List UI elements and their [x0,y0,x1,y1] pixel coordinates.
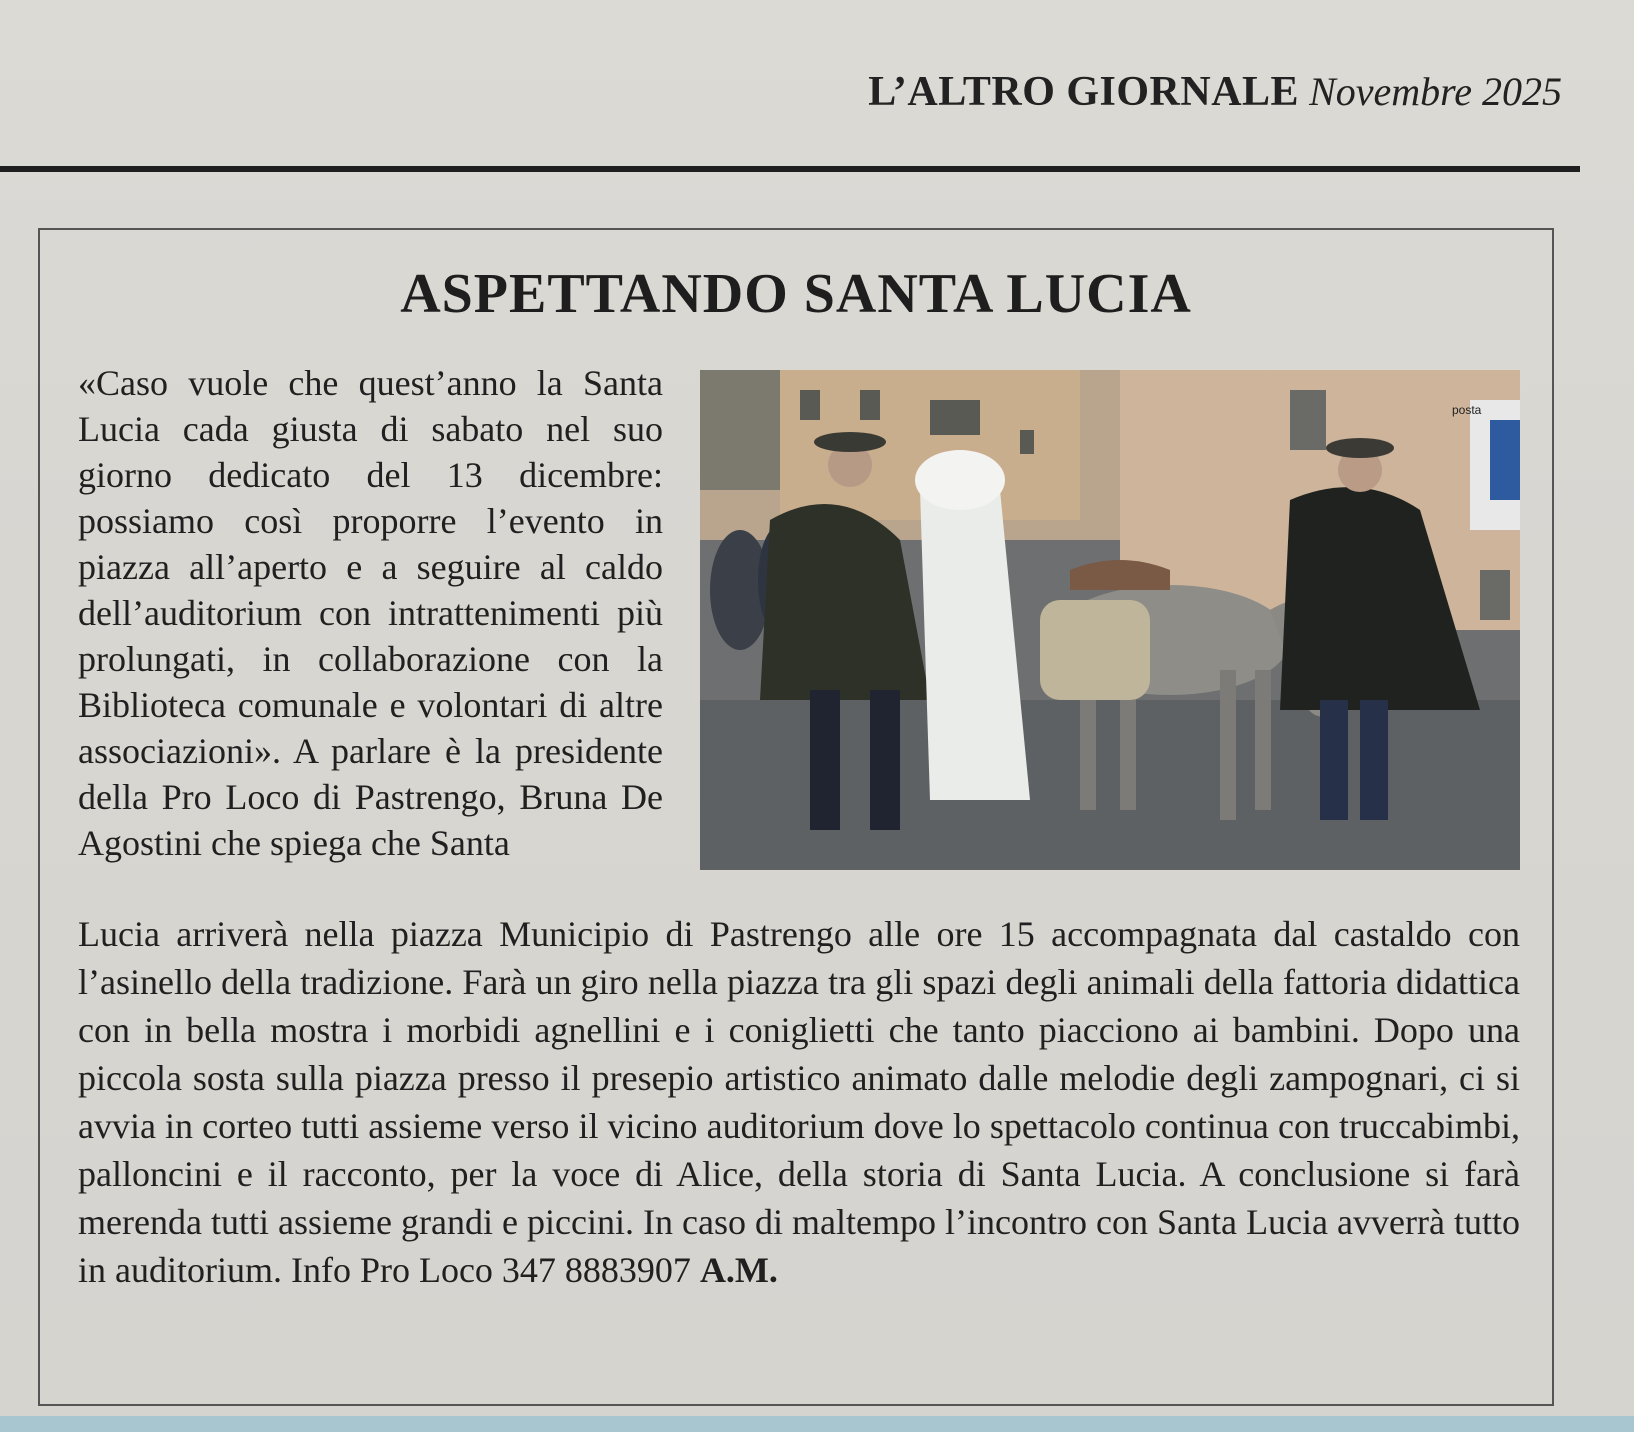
article-signature: A.M. [699,1250,778,1290]
article-frame [38,228,1554,1406]
article-body-text: Lucia arriverà nella piazza Municipio di Pastrengo alle ore 15 accompagnata dal castaldo con l’asinello della tradizione. Farà un giro nella piazza tra gli spazi degli animali della fattoria didattica con in bella mostra i morbidi agnellini e i coniglietti che tanto piacciono ai bambini. Dopo una piccola sosta sulla piazza presso il presepio artistico animato dalle melodie degli zampognari, ci si avvia in corteo tutti assieme verso il vicino auditorium dove lo spettacolo continua con truccabimbi, palloncini e il racconto, per la voce di Alice, della storia di Santa Lucia. A conclusione si farà merenda tutti assieme grandi e piccini. In caso di maltempo l’incontro con Santa Lucia avverrà tutto in auditorium. Info Pro Loco 347 8883907 [78,914,1520,1290]
article-lead-paragraph: «Caso vuole che quest’anno la Santa Lucia cada giusta di sabato nel suo giorno dedicato del 13 dicembre: possiamo così proporre l’evento in piazza all’aperto e a seguire al caldo dell’auditorium con intrattenimenti più prolungati, in collaborazione con la Biblioteca comunale e volontari di altre associazioni». A parlare è la presidente della Pro Loco di Pastrengo, Bruna De Agostini che spiega che Santa [78,363,663,863]
masthead [868,68,1562,116]
procession-photo-illustration [700,370,1520,870]
bottom-color-strip [0,1416,1634,1432]
article-body-continuation [78,910,1520,1294]
article-headline: ASPETTANDO SANTA LUCIA [400,263,1192,325]
newspaper-name: L’ALTRO GIORNALE [868,69,1300,115]
article-photo [700,370,1520,870]
header-rule [0,166,1580,172]
issue-date: Novembre 2025 [1309,69,1562,114]
photo-sign-text: posta [1452,403,1482,417]
